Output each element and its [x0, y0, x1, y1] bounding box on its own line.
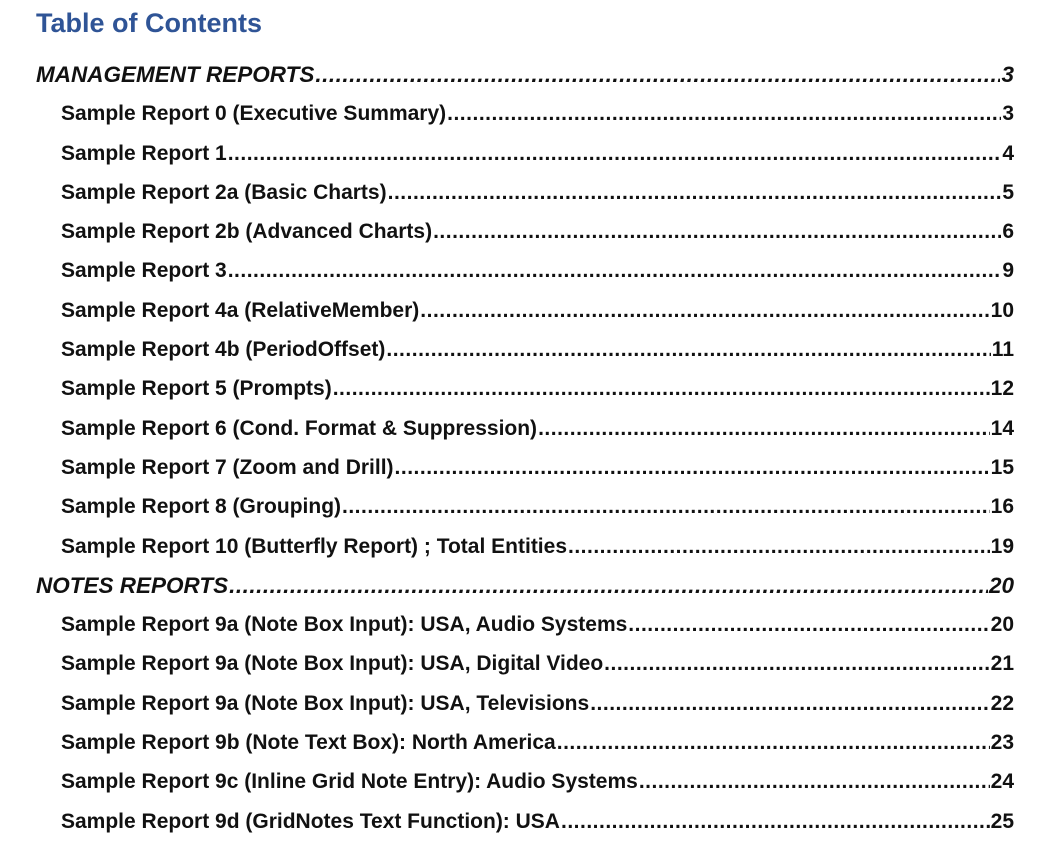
toc-entry[interactable] — [0, 251, 1040, 290]
dot-leader — [333, 369, 990, 408]
dot-leader — [447, 94, 1001, 133]
dot-leader — [590, 684, 989, 723]
toc-page-number[interactable]: 21 — [990, 652, 1014, 676]
toc-entry-title[interactable]: Sample Report 9a (Note Box Input): USA, Audio Systems — [61, 613, 628, 637]
toc-list — [0, 55, 1040, 841]
toc-page-number[interactable]: 12 — [990, 377, 1014, 401]
dot-leader — [386, 330, 990, 369]
dot-leader — [388, 173, 1002, 212]
toc-entry[interactable] — [0, 291, 1040, 330]
toc-section-title[interactable]: MANAGEMENT REPORTS — [36, 62, 315, 87]
toc-page-number[interactable]: 16 — [990, 495, 1014, 519]
toc-section-entry[interactable] — [0, 55, 1040, 94]
toc-section-title[interactable]: NOTES REPORTS — [36, 572, 229, 598]
dot-leader — [228, 134, 1002, 173]
toc-page-number[interactable]: 10 — [990, 298, 1014, 322]
dot-leader — [229, 566, 988, 605]
toc-entry[interactable] — [0, 487, 1040, 526]
toc-page-number[interactable]: 15 — [990, 455, 1014, 479]
toc-page-number[interactable]: 11 — [991, 338, 1014, 362]
toc-entry-title[interactable]: Sample Report 9c (Inline Grid Note Entry): Audio Systems — [61, 770, 638, 794]
toc-entry[interactable] — [0, 762, 1040, 801]
toc-page-number[interactable]: 20 — [988, 572, 1014, 598]
dot-leader — [433, 212, 1001, 251]
toc-entry-title[interactable]: Sample Report 0 (Executive Summary) — [61, 102, 447, 126]
toc-entry[interactable] — [0, 802, 1040, 841]
toc-page-number[interactable]: 5 — [1002, 180, 1014, 204]
toc-entry-title[interactable]: Sample Report 4a (RelativeMember) — [61, 298, 420, 322]
toc-entry-title[interactable]: Sample Report 3 — [61, 259, 227, 283]
toc-entry[interactable] — [0, 723, 1040, 762]
toc-entry[interactable] — [0, 212, 1040, 251]
toc-entry[interactable] — [0, 409, 1040, 448]
toc-page-number[interactable]: 4 — [1002, 141, 1014, 165]
toc-page-number[interactable]: 9 — [1002, 259, 1014, 283]
dot-leader — [568, 527, 990, 566]
toc-page-number[interactable]: 19 — [990, 534, 1014, 558]
dot-leader — [420, 291, 989, 330]
toc-entry-title[interactable]: Sample Report 6 (Cond. Format & Suppression) — [61, 416, 538, 440]
dot-leader — [639, 762, 990, 801]
toc-entry[interactable] — [0, 605, 1040, 644]
dot-leader — [557, 723, 990, 762]
toc-entry[interactable] — [0, 527, 1040, 566]
dot-leader — [561, 802, 990, 841]
toc-entry[interactable] — [0, 644, 1040, 683]
toc-page-number[interactable]: 23 — [990, 731, 1014, 755]
toc-page-number[interactable]: 24 — [990, 770, 1014, 794]
toc-page-number[interactable]: 22 — [990, 691, 1014, 715]
toc-entry[interactable] — [0, 369, 1040, 408]
toc-entry-title[interactable]: Sample Report 1 — [61, 141, 227, 165]
toc-page-number[interactable]: 20 — [990, 613, 1014, 637]
toc-entry-title[interactable]: Sample Report 9a (Note Box Input): USA, Televisions — [61, 691, 590, 715]
dot-leader — [395, 448, 990, 487]
toc-page-number[interactable]: 14 — [990, 416, 1014, 440]
toc-entry[interactable] — [0, 330, 1040, 369]
toc-entry-title[interactable]: Sample Report 2a (Basic Charts) — [61, 180, 387, 204]
toc-entry-title[interactable]: Sample Report 2b (Advanced Charts) — [61, 220, 433, 244]
dot-leader — [315, 55, 1000, 94]
toc-entry-title[interactable]: Sample Report 9d (GridNotes Text Function): USA — [61, 809, 560, 833]
toc-entry-title[interactable]: Sample Report 8 (Grouping) — [61, 495, 342, 519]
dot-leader — [538, 409, 990, 448]
toc-page-number[interactable]: 3 — [1001, 62, 1014, 87]
dot-leader — [604, 644, 989, 683]
toc-page-number[interactable]: 25 — [990, 809, 1014, 833]
toc-page-number[interactable]: 6 — [1002, 220, 1014, 244]
toc-entry[interactable] — [0, 94, 1040, 133]
toc-entry-title[interactable]: Sample Report 9b (Note Text Box): North America — [61, 731, 556, 755]
toc-section-entry[interactable] — [0, 566, 1040, 605]
toc-entry[interactable] — [0, 448, 1040, 487]
dot-leader — [228, 251, 1002, 290]
dot-leader — [628, 605, 989, 644]
dot-leader — [342, 487, 990, 526]
toc-entry-title[interactable]: Sample Report 4b (PeriodOffset) — [61, 338, 386, 362]
toc-entry-title[interactable]: Sample Report 10 (Butterfly Report) ; Total Entities — [61, 534, 567, 558]
toc-entry[interactable] — [0, 173, 1040, 212]
toc-entry[interactable] — [0, 684, 1040, 723]
toc-page-number[interactable]: 3 — [1002, 102, 1014, 126]
toc-entry-title[interactable]: Sample Report 9a (Note Box Input): USA, Digital Video — [61, 652, 604, 676]
toc-title: Table of Contents — [36, 8, 262, 38]
toc-entry-title[interactable]: Sample Report 7 (Zoom and Drill) — [61, 455, 394, 479]
toc-entry-title[interactable]: Sample Report 5 (Prompts) — [61, 377, 332, 401]
toc-entry[interactable] — [0, 134, 1040, 173]
